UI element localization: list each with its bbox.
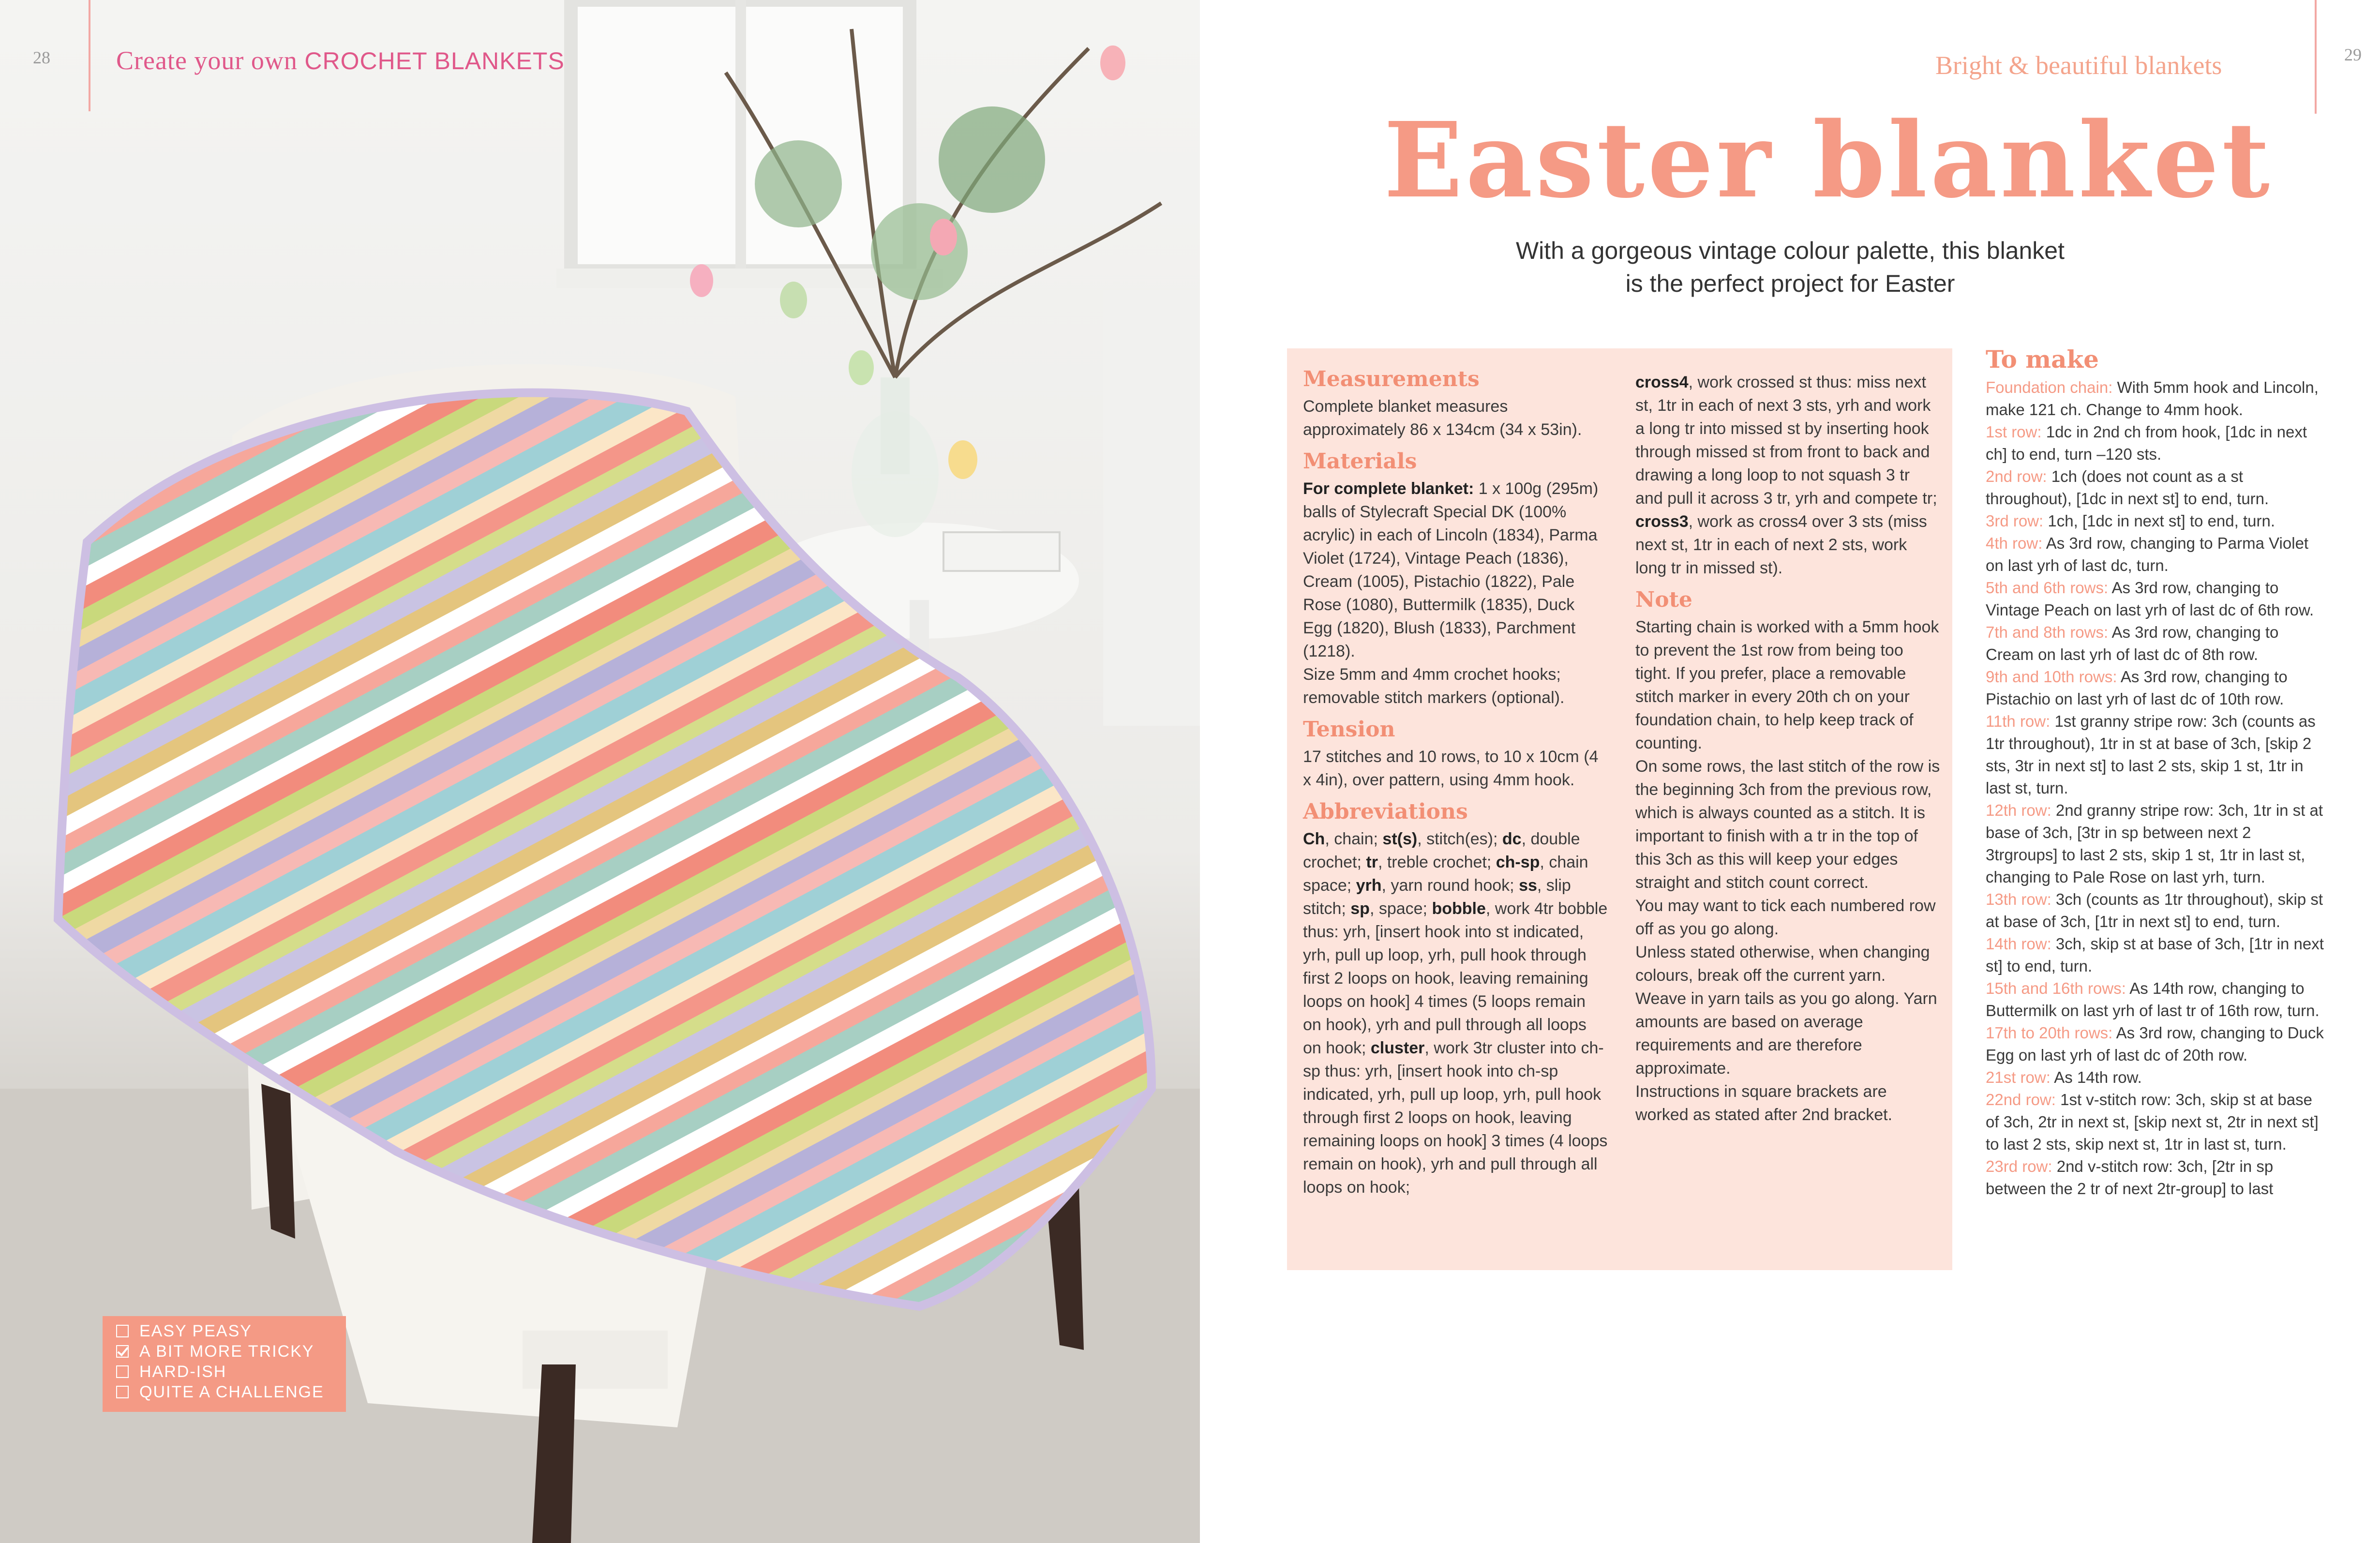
checkbox-icon bbox=[116, 1325, 129, 1337]
checked-checkbox-icon bbox=[116, 1345, 129, 1358]
measurements-heading: Measurements bbox=[1303, 367, 1480, 391]
abbrev-term: st(s) bbox=[1382, 830, 1418, 848]
checkbox-icon bbox=[116, 1386, 129, 1398]
standfirst-line: is the perfect project for Easter bbox=[1625, 270, 1955, 297]
instruction-row bbox=[1986, 621, 2324, 666]
note-paragraph: Unless stated otherwise, when changing colours, break off the current yarn. Weave in yarn tails as you go along. Yarn amounts are based on average requirements and are therefore approximate. bbox=[1635, 943, 1937, 1078]
abbrev-term: cross4 bbox=[1635, 373, 1689, 391]
row-label: 7th and 8th rows: bbox=[1986, 623, 2109, 641]
row-label: 2nd row: bbox=[1986, 467, 2047, 485]
row-label: 12th row: bbox=[1986, 801, 2051, 819]
abbrev-term: ch-sp bbox=[1496, 853, 1540, 871]
standfirst-line: With a gorgeous vintage colour palette, this blanket bbox=[1515, 237, 2065, 264]
row-text: As 3rd row, changing to Parma Violet on last yrh of last dc, turn. bbox=[1986, 534, 2309, 574]
difficulty-option bbox=[103, 1321, 346, 1341]
note-heading: Note bbox=[1635, 587, 1692, 612]
header-rule-right bbox=[2315, 0, 2317, 114]
note-paragraph: Starting chain is worked with a 5mm hook to prevent the 1st row from being too tight. If you prefer, place a removable stitch marker in every 20th ch on your foundation chain, to help keep track of counting. bbox=[1635, 618, 1939, 752]
instruction-row bbox=[1986, 977, 2324, 1022]
page-number-left: 28 bbox=[33, 48, 50, 67]
note-paragraph: Instructions in square brackets are worked as stated after 2nd bracket. bbox=[1635, 1082, 1893, 1124]
row-text: As 3rd row, changing to Cream on last yrh of last dc of 8th row. bbox=[1986, 623, 2279, 663]
note-paragraph: On some rows, the last stitch of the row is the beginning 3ch from the previous row, which is always counted as a stitch. It is important to finish with a tr in the top of this 3ch as this will keep your edges straight and stitch count correct. bbox=[1635, 757, 1940, 892]
row-text: 1dc in 2nd ch from hook, [1dc in next ch] to end, turn –120 sts. bbox=[1986, 423, 2307, 463]
abbrev-term: yrh bbox=[1356, 876, 1382, 895]
row-text: As 3rd row, changing to Vintage Peach on last yrh of last dc of 6th row. bbox=[1986, 579, 2314, 619]
row-label: 15th and 16th rows: bbox=[1986, 979, 2126, 997]
row-label: 9th and 10th rows: bbox=[1986, 668, 2117, 686]
tension-heading: Tension bbox=[1303, 717, 1395, 742]
abbrev-def: , chain; bbox=[1325, 830, 1383, 848]
abbrev-term: cluster bbox=[1370, 1039, 1425, 1057]
row-label: 23rd row: bbox=[1986, 1157, 2052, 1175]
row-label: 14th row: bbox=[1986, 935, 2051, 953]
running-head-prefix: Create your own bbox=[116, 46, 298, 75]
row-text: 1ch (does not count as a st throughout), [1dc in next st] to end, turn. bbox=[1986, 467, 2269, 508]
instruction-row bbox=[1986, 577, 2324, 621]
row-text: As 3rd row, changing to Duck Egg on last yrh of last dc of 20th row. bbox=[1986, 1024, 2324, 1064]
row-text: 1ch, [1dc in next st] to end, turn. bbox=[2043, 512, 2275, 530]
row-text: 3ch (counts as 1tr throughout), skip st at base of 3ch, [1tr in next st] to end, turn. bbox=[1986, 890, 2323, 930]
abbrev-term: bobble bbox=[1432, 899, 1486, 918]
row-label: 21st row: bbox=[1986, 1068, 2051, 1086]
row-text: 2nd granny stripe row: 3ch, 1tr in st at base of 3ch, [3tr in sp between next 2 3trgroups] to last 2 sts, skip 1 st, 1tr in last st, changing to Pale Rose on last yrh, turn. bbox=[1986, 801, 2323, 886]
materials-body: 1 x 100g (295m) balls of Stylecraft Special DK (100% acrylic) in each of Lincoln (1834), Parma Violet (1724), Vintage Peach (1836), Cream (1005), Pistachio (1822), Pale Rose (1080), Buttermilk (1835), Duck Egg (1820), Blush (1833), Parchment (1218). bbox=[1303, 479, 1599, 660]
standfirst bbox=[1442, 234, 2139, 300]
difficulty-label: A BIT MORE TRICKY bbox=[139, 1342, 314, 1361]
materials-heading: Materials bbox=[1303, 449, 1417, 474]
checkbox-icon bbox=[116, 1365, 129, 1378]
instruction-row bbox=[1986, 510, 2324, 532]
abbrev-def: , work as cross4 over 3 sts (miss next st, 1tr in each of next 2 sts, work long tr in missed st). bbox=[1635, 512, 1927, 577]
abbrev-term: sp bbox=[1350, 899, 1370, 918]
instruction-row bbox=[1986, 376, 2324, 421]
abbreviations-heading: Abbreviations bbox=[1303, 799, 1468, 824]
row-label: 5th and 6th rows: bbox=[1986, 579, 2109, 597]
instruction-row bbox=[1986, 799, 2324, 888]
info-column-2 bbox=[1635, 371, 1940, 1126]
abbrev-term: ss bbox=[1519, 876, 1537, 895]
abbrev-def: , double crochet; bbox=[1303, 830, 1580, 871]
difficulty-label: HARD-ISH bbox=[139, 1362, 227, 1381]
difficulty-rating-box bbox=[103, 1316, 346, 1412]
abbrev-term: dc bbox=[1502, 830, 1522, 848]
difficulty-label: QUITE A CHALLENGE bbox=[139, 1382, 324, 1401]
abbreviations-text bbox=[1303, 827, 1608, 1199]
row-text: As 14th row. bbox=[2050, 1068, 2142, 1086]
difficulty-label: EASY PEASY bbox=[139, 1321, 252, 1340]
instruction-row bbox=[1986, 1155, 2324, 1200]
instruction-row bbox=[1986, 1022, 2324, 1066]
materials-text bbox=[1303, 477, 1608, 663]
running-head-caps: CROCHET BLANKETS bbox=[304, 47, 565, 75]
difficulty-option bbox=[103, 1362, 346, 1382]
instruction-row bbox=[1986, 1066, 2324, 1089]
row-text: As 3rd row, changing to Pistachio on last yrh of last dc of 10th row. bbox=[1986, 668, 2288, 708]
page-title: Easter blanket bbox=[1384, 100, 2273, 221]
tension-text: 17 stitches and 10 rows, to 10 x 10cm (4 x 4in), over pattern, using 4mm hook. bbox=[1303, 748, 1599, 789]
instruction-row bbox=[1986, 666, 2324, 710]
running-head-left bbox=[116, 45, 565, 75]
abbrev-def: , slip stitch; bbox=[1303, 876, 1571, 918]
row-text: 1st granny stripe row: 3ch (counts as 1tr throughout), 1tr in st at base of 3ch, [skip 2 sts, 3tr in next st] to last 2 sts, skip 1 st, 1tr in last st, turn. bbox=[1986, 712, 2316, 797]
instruction-row bbox=[1986, 532, 2324, 577]
row-text: With 5mm hook and Lincoln, make 121 ch. Change to 4mm hook. bbox=[1986, 378, 2319, 419]
to-make-column bbox=[1986, 343, 2324, 1200]
row-text: 2nd v-stitch row: 3ch, [2tr in sp between the 2 tr of next 2tr-group] to last bbox=[1986, 1157, 2274, 1198]
difficulty-option bbox=[103, 1382, 346, 1402]
abbrev-term: tr bbox=[1366, 853, 1378, 871]
abbrev-def: , space; bbox=[1369, 899, 1432, 918]
running-head-right: Bright & beautiful blankets bbox=[1935, 51, 2222, 80]
abbrev-def: , work crossed st thus: miss next st, 1tr in each of next 3 sts, yrh and work a long tr into missed st by inserting hook through missed st from front to back and drawing a long loop to not squash 3 tr and pull it across 3 tr, yrh and compete tr; bbox=[1635, 373, 1937, 508]
row-label: 11th row: bbox=[1986, 712, 2051, 730]
row-text: 1st v-stitch row: 3ch, skip st at base of 3ch, 2tr in next st, [skip next st, 2tr in next st] to last 2 sts, skip next st, 1tr in last st, turn. bbox=[1986, 1091, 2319, 1153]
instruction-row bbox=[1986, 421, 2324, 465]
instruction-row bbox=[1986, 1089, 2324, 1155]
instruction-row bbox=[1986, 888, 2324, 933]
info-column-1 bbox=[1303, 364, 1608, 1199]
row-label: 22nd row: bbox=[1986, 1091, 2056, 1109]
instruction-row bbox=[1986, 710, 2324, 799]
row-text: 3ch, skip st at base of 3ch, [1tr in next st] to end, turn. bbox=[1986, 935, 2324, 975]
abbrev-def: , chain space; bbox=[1303, 853, 1588, 895]
difficulty-option bbox=[103, 1341, 346, 1362]
abbrev-def: , treble crochet; bbox=[1377, 853, 1496, 871]
measurements-text: Complete blanket measures approximately 86 x 134cm (34 x 53in). bbox=[1303, 397, 1582, 439]
instruction-row bbox=[1986, 465, 2324, 510]
materials-label: For complete blanket: bbox=[1303, 479, 1474, 498]
row-label: 1st row: bbox=[1986, 423, 2042, 441]
abbrev-def: , work 4tr bobble thus: yrh, [insert hook into st indicated, yrh, pull up loop, yrh, pull hook through first 2 loops on hook, leaving remaining loops on hook] 4 times (5 loops remain on hook), yrh and pull through all loops on hook; bbox=[1303, 899, 1608, 1057]
header-rule-left bbox=[89, 0, 90, 111]
row-text: As 14th row, changing to Buttermilk on last yrh of last tr of 16th row, turn. bbox=[1986, 979, 2320, 1019]
abbrev-term: cross3 bbox=[1635, 512, 1689, 531]
abbrev-def: , stitch(es); bbox=[1417, 830, 1502, 848]
row-label: 3rd row: bbox=[1986, 512, 2044, 530]
row-label: 4th row: bbox=[1986, 534, 2043, 552]
materials-hooks: Size 5mm and 4mm crochet hooks; removable stitch markers (optional). bbox=[1303, 665, 1565, 707]
row-label: Foundation chain: bbox=[1986, 378, 2113, 396]
abbreviations-continued bbox=[1635, 371, 1940, 580]
abbrev-def: , work 3tr cluster into ch-sp thus: yrh, [insert hook into ch-sp indicated, yrh, pull up loop, yrh, pull hook through first 2 loops on hook, leaving remaining loops on hook] 3 times (4 loops remain on hook), yrh and pull through all loops on hook; bbox=[1303, 1039, 1608, 1197]
instruction-row bbox=[1986, 933, 2324, 977]
row-label: 13th row: bbox=[1986, 890, 2051, 908]
abbrev-def: , yarn round hook; bbox=[1381, 876, 1519, 895]
to-make-heading: To make bbox=[1986, 345, 2099, 374]
page-number-right: 29 bbox=[2344, 45, 2362, 64]
row-label: 17th to 20th rows: bbox=[1986, 1024, 2113, 1042]
abbrev-term: Ch bbox=[1303, 830, 1325, 848]
note-paragraph: You may want to tick each numbered row off as you go along. bbox=[1635, 897, 1936, 938]
